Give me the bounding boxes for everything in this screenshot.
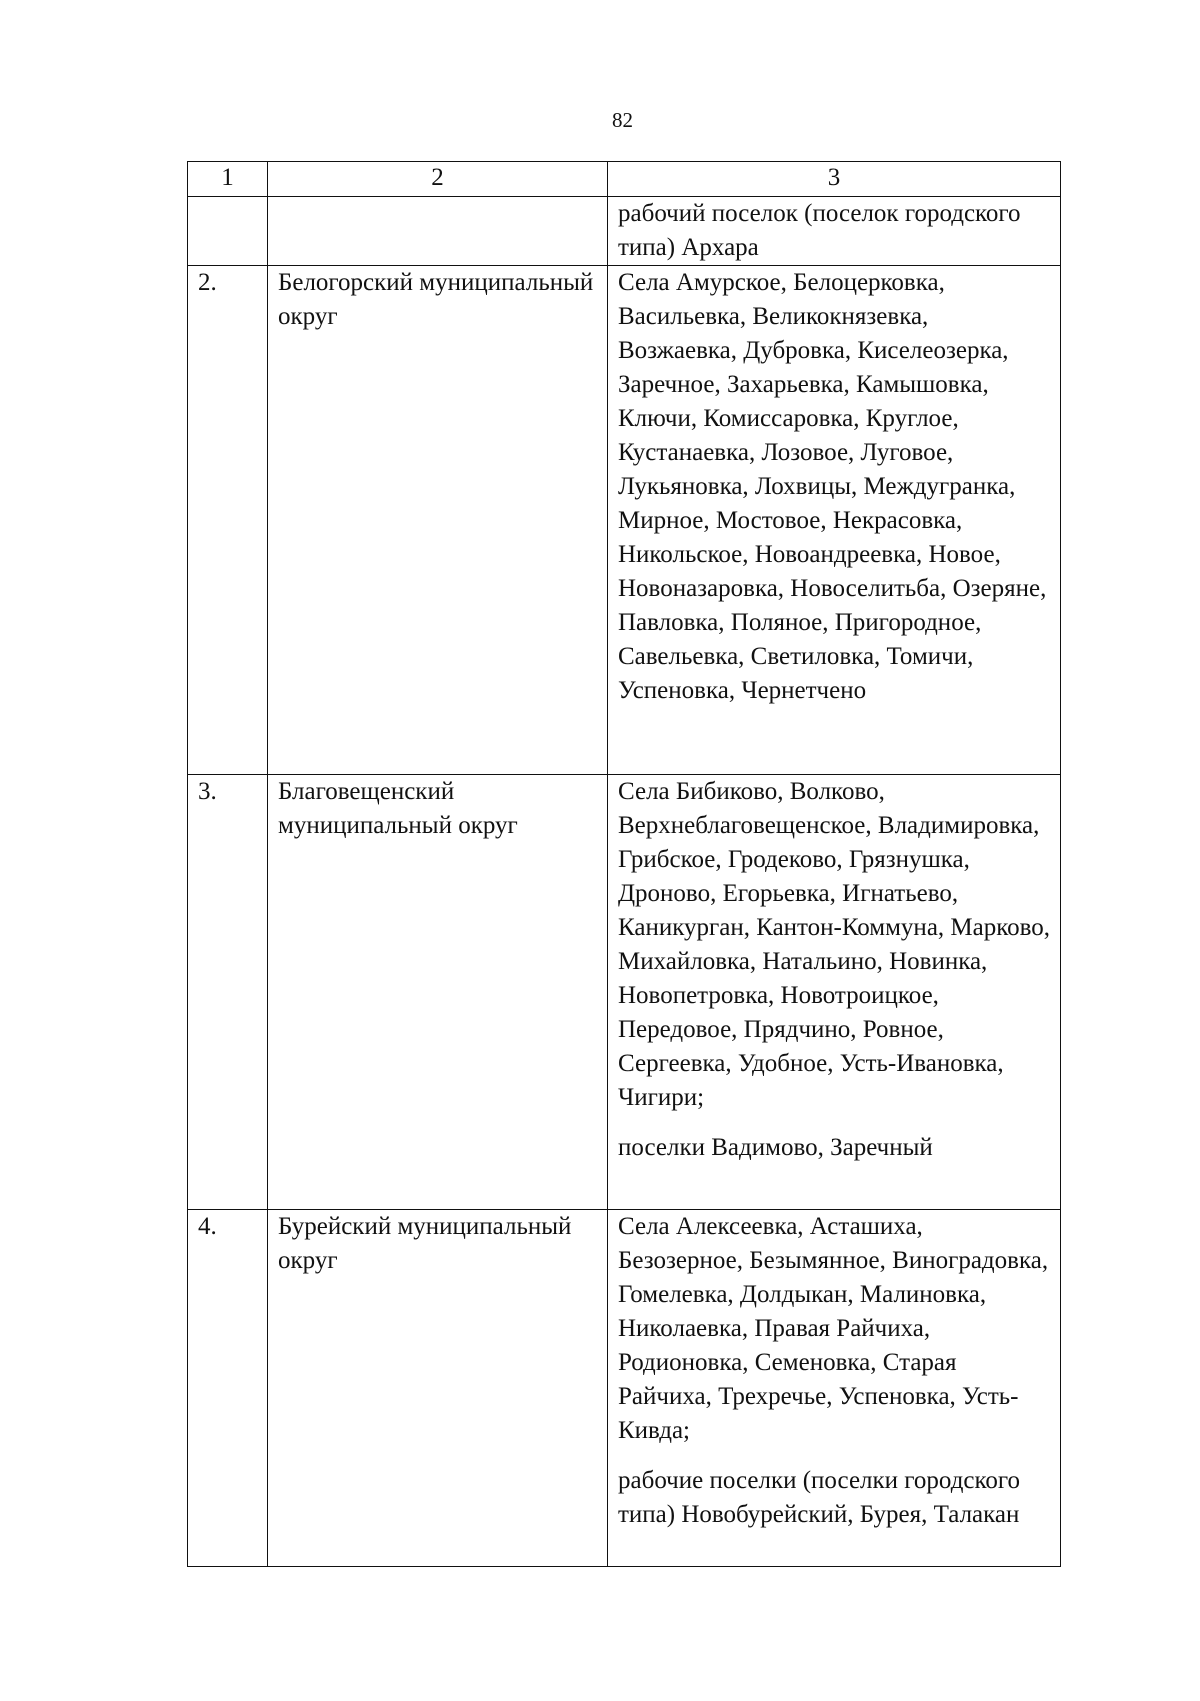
- settlements-text: Села Алексеевка, Асташиха, Безозерное, Безымянное, Виноградовка, Гомелевка, Долдыкан, Малиновка, Николаевка, Правая Райчиха, Родионовка, Семеновка, Старая Райчиха, Трехречье, Успеновка, Усть-Кивда;: [618, 1213, 1049, 1444]
- settlements-table: [187, 161, 1061, 1567]
- settlements-text: поселки Вадимово, Заречный: [618, 1134, 933, 1161]
- row-number: 4.: [188, 1210, 268, 1567]
- settlements-cell: [608, 266, 1061, 775]
- settlements-text: рабочий поселок (поселок городского типа) Архара: [618, 200, 1021, 261]
- settlements-cell: [608, 775, 1061, 1210]
- column-header-3: 3: [608, 162, 1061, 197]
- column-header-1: 1: [188, 162, 268, 197]
- settlements-text: Села Бибиково, Волково, Верхнеблаговещенское, Владимировка, Грибское, Гродеково, Грязнушка, Дроново, Егорьевка, Игнатьево, Каникурган, Кантон-Коммуна, Марково, Михайловка, Натальино, Новинка, Новопетровка, Новотроицкое, Передовое, Прядчино, Ровное, Сергеевка, Удобное, Усть-Ивановка, Чигири;: [618, 778, 1050, 1111]
- settlements-text: Села Амурское, Белоцерковка, Васильевка, Великокнязевка, Возжаевка, Дубровка, Киселеозерка, Заречное, Захарьевка, Камышовка, Ключи, Комиссаровка, Круглое, Кустанаевка, Лозовое, Луговое, Лукьяновка, Лохвицы, Междугранка, Мирное, Мостовое, Некрасовка, Никольское, Новоандреевка, Новое, Новоназаровка, Новоселитьба, Озеряне, Павловка, Поляное, Пригородное, Савельевка, Светиловка, Томичи, Успеновка, Чернетчено: [618, 269, 1047, 704]
- settlements-cell: [608, 1210, 1061, 1567]
- district-name: [268, 197, 608, 266]
- table-row: [188, 197, 1061, 266]
- district-name: Бурейский муниципальный округ: [268, 1210, 608, 1567]
- table-header-row: [188, 162, 1061, 197]
- district-name: Белогорский муниципальный округ: [268, 266, 608, 775]
- table-row: [188, 266, 1061, 775]
- settlements-text: рабочие поселки (поселки городского типа) Новобурейский, Бурея, Талакан: [618, 1467, 1021, 1528]
- column-header-2: 2: [268, 162, 608, 197]
- settlements-cell: [608, 197, 1061, 266]
- table-row: [188, 1210, 1061, 1567]
- row-number: 2.: [188, 266, 268, 775]
- table-row: [188, 775, 1061, 1210]
- row-number: 3.: [188, 775, 268, 1210]
- row-number: [188, 197, 268, 266]
- district-name: Благовещенский муниципальный округ: [268, 775, 608, 1210]
- page-number: 82: [612, 108, 633, 132]
